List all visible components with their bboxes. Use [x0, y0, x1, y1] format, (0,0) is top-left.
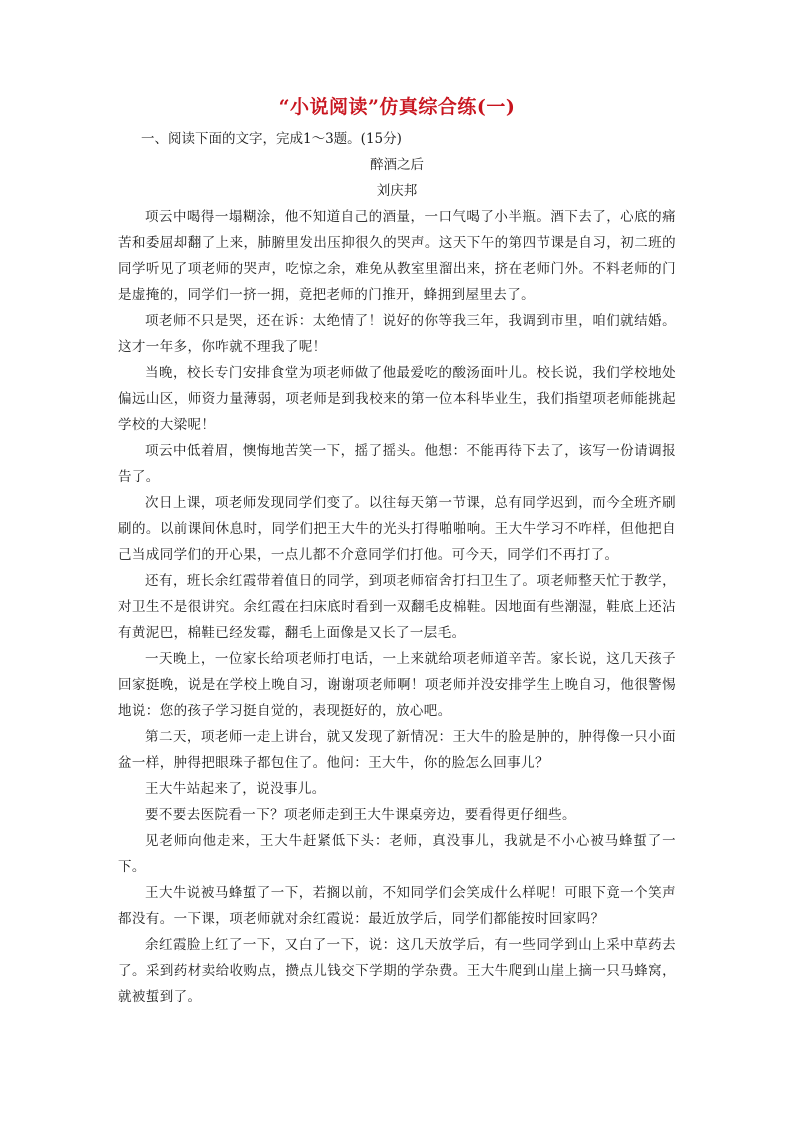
question-instruction: 一、阅读下面的文字，完成1～3题。(15分) [141, 131, 402, 147]
paragraph: 项云中低着眉，懊悔地苦笑一下，摇了摇头。他想：不能再待下去了，该写一份请调报告了。 [118, 443, 676, 485]
paragraph: 次日上课，项老师发现同学们变了。以往每天第一节课，总有同学迟到，而今全班齐刷刷的。以前课间休息时，同学们把王大牛的光头打得啪啪响。王大牛学习不咋样，但他把自己当成同学们的开心果，一点儿都不介意同学们打他。可今天，同学们不再打了。 [118, 495, 676, 563]
paragraph: 一天晚上，一位家长给项老师打电话，一上来就给项老师道辛苦。家长说，这几天孩子回家挺晚，说是在学校上晚自习，谢谢项老师啊！项老师并没安排学生上晚自习，他很警惕地说：您的孩子学习挺自觉的，表现挺好的，放心吧。 [118, 651, 676, 719]
paragraph: 项老师不只是哭，还在诉：太绝情了！说好的你等我三年，我调到市里，咱们就结婚。这才一年多，你咋就不理我了呢！ [118, 313, 676, 355]
paragraph: 王大牛说被马蜂蜇了一下，若搁以前，不知同学们会笑成什么样呢！可眼下竟一个笑声都没有。一下课，项老师就对余红霞说：最近放学后，同学们都能按时回家吗？ [118, 885, 676, 927]
paragraph: 第二天，项老师一走上讲台，就又发现了新情况：王大牛的脸是肿的，肿得像一只小面盆一样，肿得把眼珠子都包住了。他问：王大牛，你的脸怎么回事儿？ [118, 729, 676, 771]
paragraph: 见老师向他走来，王大牛赶紧低下头：老师，真没事儿，我就是不小心被马蜂蜇了一下。 [118, 833, 676, 875]
paragraph: 要不要去医院看一下？项老师走到王大牛课桌旁边，要看得更仔细些。 [145, 807, 576, 823]
document-page [118, 95, 676, 1010]
paragraph: 当晚，校长专门安排食堂为项老师做了他最爱吃的酸汤面叶儿。校长说，我们学校地处偏远山区，师资力量薄弱，项老师是到我校来的第一位本科毕业生，我们指望项老师能挑起学校的大梁呢！ [118, 365, 676, 433]
paragraph: 王大牛站起来了，说没事儿。 [145, 781, 326, 797]
paragraph: 项云中喝得一塌糊涂，他不知道自己的酒量，一口气喝了小半瓶。酒下去了，心底的痛苦和委屈却翻了上来，肺腑里发出压抑很久的哭声。这天下午的第四节课是自习，初二班的同学听见了项老师的哭声，吃惊之余，难免从教室里溜出来，挤在老师门外。不料老师的门是虚掩的，同学们一挤一拥，竟把老师的门推开，蜂拥到屋里去了。 [118, 209, 676, 303]
page-title: “小说阅读”仿真综合练(一) [278, 96, 516, 118]
story-body [118, 204, 676, 1010]
story-title: 醉酒之后 [370, 157, 424, 173]
paragraph: 还有，班长余红霞带着值日的同学，到项老师宿舍打扫卫生了。项老师整天忙于教学，对卫生不是很讲究。余红霞在扫床底时看到一双翻毛皮棉鞋。因地面有些潮湿，鞋底上还沾有黄泥巴，棉鞋已经发霉，翻毛上面像是又长了一层毛。 [118, 573, 676, 641]
story-author: 刘庆邦 [376, 183, 418, 199]
paragraph: 余红霞脸上红了一下，又白了一下，说：这几天放学后，有一些同学到山上采中草药去了。采到药材卖给收购点，攒点儿钱交下学期的学杂费。王大牛爬到山崖上摘一只马蜂窝，就被蜇到了。 [118, 937, 676, 1005]
